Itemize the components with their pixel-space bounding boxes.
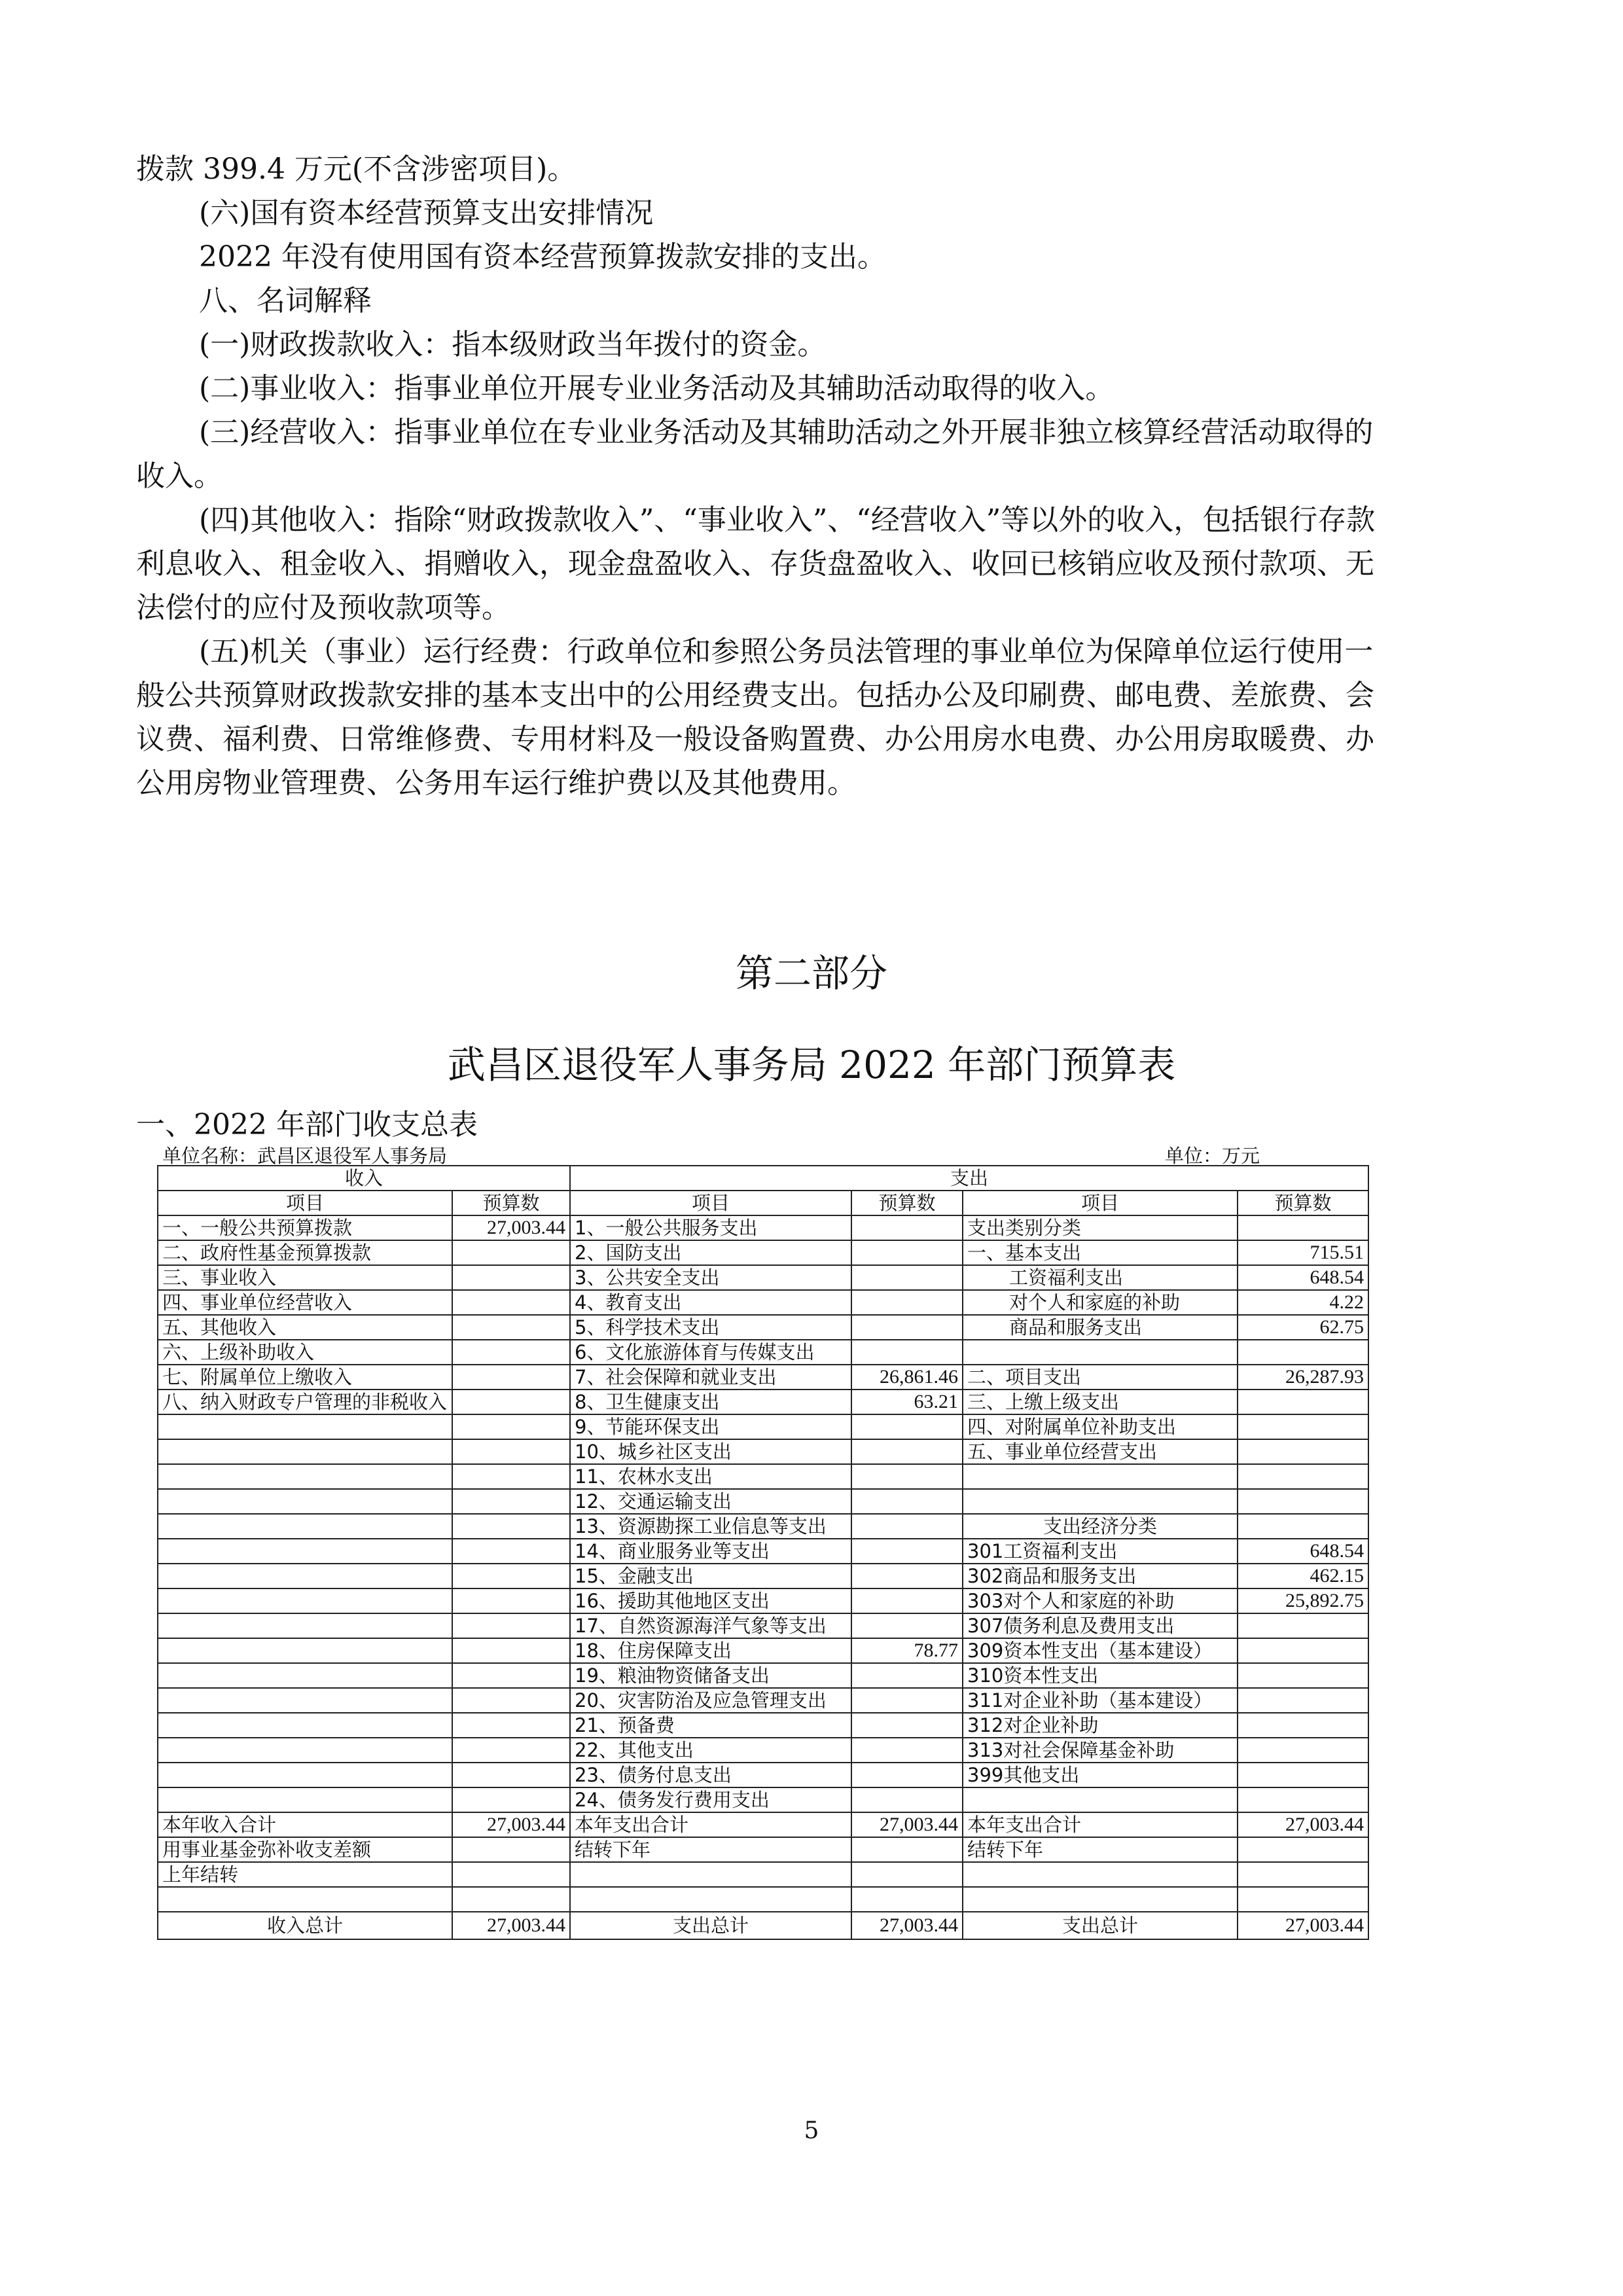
unit-label: 单位：万元 <box>1165 1145 1260 1167</box>
table-cell <box>851 1837 963 1862</box>
part-heading: 第二部分 <box>735 951 887 996</box>
table-cell <box>851 1215 963 1240</box>
table-cell: 本年支出合计 <box>570 1812 851 1837</box>
paragraph: (二)事业收入：指事业单位开展专业业务活动及其辅助活动取得的收入。 <box>199 372 1115 405</box>
table-row <box>158 1738 1368 1763</box>
table-cell: 27,003.44 <box>1238 1812 1368 1837</box>
table-cell <box>851 1539 963 1564</box>
table-cell <box>158 1713 452 1738</box>
table-cell: 21、预备费 <box>570 1713 851 1738</box>
table-row <box>158 1240 1368 1265</box>
table-row <box>158 1489 1368 1514</box>
table-cell <box>851 1265 963 1290</box>
table-row <box>158 1887 1368 1912</box>
table-cell <box>452 1539 570 1564</box>
table-cell <box>158 1489 452 1514</box>
table-cell: 14、商业服务业等支出 <box>570 1539 851 1564</box>
table-row <box>158 1713 1368 1738</box>
table-cell <box>851 1240 963 1265</box>
table-row <box>158 1414 1368 1439</box>
table-cell <box>452 1514 570 1539</box>
table-cell <box>1238 1887 1368 1912</box>
table-cell <box>158 1539 452 1564</box>
table-cell: 16、援助其他地区支出 <box>570 1588 851 1613</box>
table-cell: 1、一般公共服务支出 <box>570 1215 851 1240</box>
table-cell <box>1238 1862 1368 1887</box>
paragraph: 拨款 399.4 万元(不含涉密项目)。 <box>136 152 577 186</box>
unit-name: 单位名称：武昌区退役军人事务局 <box>162 1145 448 1167</box>
table-cell <box>158 1414 452 1439</box>
table-row <box>158 1564 1368 1588</box>
table-cell <box>851 1862 963 1887</box>
table-cell: 7、社会保障和就业支出 <box>570 1365 851 1390</box>
section-heading: 八、名词解释 <box>199 284 372 317</box>
paragraph: (六)国有资本经营预算支出安排情况 <box>199 196 654 230</box>
table-cell <box>963 1340 1238 1365</box>
table-cell: 五、其他收入 <box>158 1315 452 1340</box>
column-header: 项目 <box>158 1191 452 1215</box>
table-cell: 15、金融支出 <box>570 1564 851 1588</box>
column-header: 项目 <box>963 1191 1238 1215</box>
table-cell: 303对个人和家庭的补助 <box>963 1588 1238 1613</box>
table-cell: 支出总计 <box>570 1912 851 1939</box>
paragraph: (四)其他收入：指除“财政拨款收入”、“事业收入”、“经营收入”等以外的收入，包括银行存款利息收入、租金收入、捐赠收入，现金盘盈收入、存货盘盈收入、收回已核销应收及预付款项、无法偿付的应付及预收款项等。 <box>136 503 1376 624</box>
table-cell <box>158 1638 452 1663</box>
table-cell <box>851 1414 963 1439</box>
table-row <box>158 1315 1368 1340</box>
table-cell <box>1238 1215 1368 1240</box>
table-cell: 四、对附属单位补助支出 <box>963 1414 1238 1439</box>
paragraph: (五)机关（事业）运行经费：行政单位和参照公务员法管理的事业单位为保障单位运行使用一般公共预算财政拨款安排的基本支出中的公用经费支出。包括办公及印刷费、邮电费、差旅费、会议费、福利费、日常维修费、专用材料及一般设备购置费、办公用房水电费、办公用房取暖费、办公用房物业管理费、公务用车运行维护费以及其他费用。 <box>136 635 1374 800</box>
table-cell: 18、住房保障支出 <box>570 1638 851 1663</box>
table-cell <box>158 1439 452 1464</box>
page-number: 5 <box>804 2117 819 2144</box>
table-cell <box>963 1887 1238 1912</box>
table-cell <box>963 1464 1238 1489</box>
table-cell <box>452 1240 570 1265</box>
table-cell: 结转下年 <box>570 1837 851 1862</box>
table-cell <box>452 1588 570 1613</box>
table-cell <box>452 1489 570 1514</box>
table-cell <box>452 1787 570 1812</box>
budget-table <box>157 1165 1369 1940</box>
table-row <box>158 1439 1368 1464</box>
table-cell: 本年收入合计 <box>158 1812 452 1837</box>
column-header: 预算数 <box>851 1191 963 1215</box>
table-row <box>158 1514 1368 1539</box>
table-cell: 5、科学技术支出 <box>570 1315 851 1340</box>
table-cell <box>452 1390 570 1414</box>
table-cell: 二、项目支出 <box>963 1365 1238 1390</box>
table-cell: 11、农林水支出 <box>570 1464 851 1489</box>
table-cell <box>851 1713 963 1738</box>
table-cell <box>158 1464 452 1489</box>
table-cell <box>1238 1439 1368 1464</box>
table-cell <box>1238 1638 1368 1663</box>
table-cell: 12、交通运输支出 <box>570 1489 851 1514</box>
table-cell <box>851 1315 963 1340</box>
table-cell: 一、基本支出 <box>963 1240 1238 1265</box>
table-cell: 八、纳入财政专户管理的非税收入 <box>158 1390 452 1414</box>
table-cell: 26,861.46 <box>851 1365 963 1390</box>
table-cell: 462.15 <box>1238 1564 1368 1588</box>
table-cell: 25,892.75 <box>1238 1588 1368 1613</box>
table-cell: 商品和服务支出 <box>963 1315 1238 1340</box>
table-cell <box>1238 1514 1368 1539</box>
table-cell: 2、国防支出 <box>570 1240 851 1265</box>
table-cell: 支出经济分类 <box>963 1514 1238 1539</box>
table-cell <box>851 1787 963 1812</box>
table-cell: 20、灾害防治及应急管理支出 <box>570 1688 851 1713</box>
table-cell: 648.54 <box>1238 1539 1368 1564</box>
table-cell: 二、政府性基金预算拨款 <box>158 1240 452 1265</box>
table-cell <box>570 1862 851 1887</box>
expense-group-header: 支出 <box>570 1166 1368 1191</box>
table-cell: 62.75 <box>1238 1315 1368 1340</box>
table-row <box>158 1265 1368 1290</box>
table-row <box>158 1464 1368 1489</box>
table-cell <box>158 1514 452 1539</box>
table-row <box>158 1663 1368 1688</box>
table-cell <box>1238 1489 1368 1514</box>
table-cell: 26,287.93 <box>1238 1365 1368 1390</box>
table-cell <box>1238 1414 1368 1439</box>
table-cell: 用事业基金弥补收支差额 <box>158 1837 452 1862</box>
table-row <box>158 1340 1368 1365</box>
table-cell: 三、事业收入 <box>158 1265 452 1290</box>
table-cell: 309资本性支出（基本建设） <box>963 1638 1238 1663</box>
table-row <box>158 1539 1368 1564</box>
table-cell <box>452 1738 570 1763</box>
table-cell <box>452 1862 570 1887</box>
table-cell: 3、公共安全支出 <box>570 1265 851 1290</box>
table-cell: 本年支出合计 <box>963 1812 1238 1837</box>
table-cell: 19、粮油物资储备支出 <box>570 1663 851 1688</box>
table-cell <box>158 1663 452 1688</box>
table-cell <box>452 1763 570 1787</box>
table-row <box>158 1588 1368 1613</box>
table-cell <box>1238 1763 1368 1787</box>
table-cell: 结转下年 <box>963 1837 1238 1862</box>
table-cell <box>963 1862 1238 1887</box>
table-cell: 对个人和家庭的补助 <box>963 1290 1238 1315</box>
table-row <box>158 1638 1368 1663</box>
table-cell <box>452 1613 570 1638</box>
table-row <box>158 1290 1368 1315</box>
table-cell <box>851 1613 963 1638</box>
column-header-row <box>158 1191 1368 1215</box>
table-cell: 4、教育支出 <box>570 1290 851 1315</box>
table-header-line <box>157 1139 1368 1165</box>
table-cell <box>851 1763 963 1787</box>
table-cell <box>851 1688 963 1713</box>
table-cell: 六、上级补助收入 <box>158 1340 452 1365</box>
table-row <box>158 1688 1368 1713</box>
table-cell <box>851 1439 963 1464</box>
table-cell: 27,003.44 <box>452 1812 570 1837</box>
table-cell <box>1238 1688 1368 1713</box>
paragraph: (三)经营收入：指事业单位在专业业务活动及其辅助活动之外开展非独立核算经营活动取得的收入。 <box>136 416 1374 493</box>
table-cell <box>1238 1464 1368 1489</box>
table-cell <box>963 1489 1238 1514</box>
table-cell <box>452 1315 570 1340</box>
table-cell <box>851 1564 963 1588</box>
paragraph: (一)财政拨款收入：指本级财政当年拨付的资金。 <box>199 328 827 361</box>
table-row <box>158 1787 1368 1812</box>
table-cell <box>1238 1837 1368 1862</box>
table-cell: 支出类别分类 <box>963 1215 1238 1240</box>
table-cell: 17、自然资源海洋气象等支出 <box>570 1613 851 1638</box>
table-cell: 一、一般公共预算拨款 <box>158 1215 452 1240</box>
table-cell <box>851 1887 963 1912</box>
totals-row <box>158 1912 1368 1939</box>
table-row <box>158 1613 1368 1638</box>
table-row <box>158 1365 1368 1390</box>
table-cell <box>158 1763 452 1787</box>
table-cell <box>452 1365 570 1390</box>
table-cell <box>851 1290 963 1315</box>
table-cell <box>851 1340 963 1365</box>
table-cell: 七、附属单位上缴收入 <box>158 1365 452 1390</box>
table-cell <box>452 1663 570 1688</box>
table-cell <box>158 1564 452 1588</box>
table-cell: 上年结转 <box>158 1862 452 1887</box>
table-cell <box>1238 1340 1368 1365</box>
table-cell <box>158 1588 452 1613</box>
table-cell <box>452 1688 570 1713</box>
table-cell <box>452 1887 570 1912</box>
table-cell <box>452 1340 570 1365</box>
table-cell <box>158 1887 452 1912</box>
table-subtitle: 一、2022 年部门收支总表 <box>136 1108 478 1141</box>
table-cell: 78.77 <box>851 1638 963 1663</box>
table-cell <box>452 1638 570 1663</box>
table-cell: 27,003.44 <box>452 1912 570 1939</box>
table-cell: 307债务利息及费用支出 <box>963 1613 1238 1638</box>
table-cell <box>1238 1713 1368 1738</box>
table-cell <box>1238 1787 1368 1812</box>
table-cell: 13、资源勘探工业信息等支出 <box>570 1514 851 1539</box>
table-cell <box>963 1787 1238 1812</box>
table-cell <box>452 1564 570 1588</box>
table-cell: 三、上缴上级支出 <box>963 1390 1238 1414</box>
table-cell <box>570 1887 851 1912</box>
column-header: 预算数 <box>1238 1191 1368 1215</box>
table-cell: 27,003.44 <box>851 1912 963 1939</box>
table-cell: 9、节能环保支出 <box>570 1414 851 1439</box>
table-cell: 311对企业补助（基本建设） <box>963 1688 1238 1713</box>
table-cell <box>851 1489 963 1514</box>
table-cell <box>1238 1390 1368 1414</box>
table-cell <box>452 1265 570 1290</box>
table-cell <box>452 1414 570 1439</box>
table-row <box>158 1763 1368 1787</box>
table-cell: 27,003.44 <box>1238 1912 1368 1939</box>
table-cell: 302商品和服务支出 <box>963 1564 1238 1588</box>
table-cell: 6、文化旅游体育与传媒支出 <box>570 1340 851 1365</box>
table-cell <box>452 1713 570 1738</box>
table-cell: 10、城乡社区支出 <box>570 1439 851 1464</box>
table-cell <box>452 1837 570 1862</box>
table-cell: 27,003.44 <box>452 1215 570 1240</box>
table-cell: 4.22 <box>1238 1290 1368 1315</box>
table-cell <box>851 1464 963 1489</box>
income-group-header: 收入 <box>158 1166 570 1191</box>
table-cell <box>158 1688 452 1713</box>
table-cell <box>1238 1663 1368 1688</box>
table-cell: 22、其他支出 <box>570 1738 851 1763</box>
table-row <box>158 1837 1368 1862</box>
table-cell: 五、事业单位经营支出 <box>963 1439 1238 1464</box>
table-cell <box>158 1787 452 1812</box>
table-cell: 63.21 <box>851 1390 963 1414</box>
table-cell <box>158 1738 452 1763</box>
column-header: 项目 <box>570 1191 851 1215</box>
table-cell: 27,003.44 <box>851 1812 963 1837</box>
table-cell <box>452 1464 570 1489</box>
table-cell: 310资本性支出 <box>963 1663 1238 1688</box>
table-cell <box>851 1738 963 1763</box>
group-header-row <box>158 1166 1368 1191</box>
table-cell <box>452 1290 570 1315</box>
table-cell <box>851 1663 963 1688</box>
table-cell <box>851 1588 963 1613</box>
table-title: 武昌区退役军人事务局 2022 年部门预算表 <box>447 1043 1176 1087</box>
table-cell <box>1238 1738 1368 1763</box>
table-cell: 工资福利支出 <box>963 1265 1238 1290</box>
table-cell <box>851 1514 963 1539</box>
table-cell: 23、债务付息支出 <box>570 1763 851 1787</box>
table-row <box>158 1215 1368 1240</box>
table-row <box>158 1390 1368 1414</box>
table-cell: 715.51 <box>1238 1240 1368 1265</box>
paragraph: 2022 年没有使用国有资本经营预算拨款安排的支出。 <box>199 240 886 274</box>
column-header: 预算数 <box>452 1191 570 1215</box>
table-cell: 313对社会保障基金补助 <box>963 1738 1238 1763</box>
table-cell <box>452 1439 570 1464</box>
table-cell: 301工资福利支出 <box>963 1539 1238 1564</box>
table-cell: 648.54 <box>1238 1265 1368 1290</box>
table-cell: 24、债务发行费用支出 <box>570 1787 851 1812</box>
table-cell <box>158 1613 452 1638</box>
table-cell: 8、卫生健康支出 <box>570 1390 851 1414</box>
table-cell: 支出总计 <box>963 1912 1238 1939</box>
table-cell: 312对企业补助 <box>963 1713 1238 1738</box>
table-cell: 399其他支出 <box>963 1763 1238 1787</box>
table-cell: 收入总计 <box>158 1912 452 1939</box>
table-cell <box>1238 1613 1368 1638</box>
table-cell: 四、事业单位经营收入 <box>158 1290 452 1315</box>
table-body <box>158 1215 1368 1912</box>
table-row <box>158 1812 1368 1837</box>
table-row <box>158 1862 1368 1887</box>
